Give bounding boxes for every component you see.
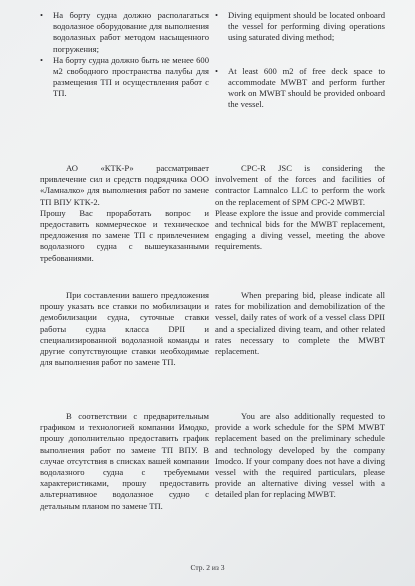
en-paragraph: Please explore the issue and provide commercial and technical bids for the MWBT replacement, engaging a diving vessel, meeting the above requirements. — [215, 207, 385, 252]
ru-paragraph-block — [40, 163, 209, 264]
en-paragraph: When preparing bid, please indicate all rates for mobilization and demobilization of the vessel, daily rates of work of a vessel class DPII and a specialized diving team, and other related rates necessary to complete the MWBT replacement. — [215, 290, 385, 357]
ru-bullet-item — [40, 10, 209, 55]
ru-paragraph-block — [40, 411, 209, 512]
ru-paragraph: При составлении вашего предложения прошу указать все ставки по мобилизации и демобилизации судна, суточные ставки работы судна класса DPII и специализированной водолазной команды и другие сопутствующие ставки необходимые для выполнения работ по замене ТП. — [40, 290, 209, 368]
bullet-icon: • — [215, 10, 219, 20]
bullet-icon: • — [215, 65, 219, 76]
ru-bullet-list — [40, 10, 209, 100]
en-paragraph-block — [215, 290, 385, 357]
bullet-icon: • — [40, 54, 44, 65]
ru-paragraph: В соответствии с предварительным графиком и технологией компании Имодко, прошу дополнительно предоставить график выполнения работ по замене ТП ВПУ. В случае отсутствия в списках вашей компании водолазного судна с требуемыми характеристиками, прошу предоставить альтернативное водолазное судно с детальным планом по замене ТП. — [40, 411, 209, 511]
en-paragraph-block — [215, 411, 385, 501]
ru-bullet-item — [40, 55, 209, 100]
en-bullet-item — [215, 66, 385, 111]
en-bullet-list — [215, 10, 385, 110]
bullet-icon: • — [40, 10, 44, 20]
ru-paragraph: Прошу Вас проработать вопрос и предоставить коммерческое и техническое предложения по замене ТП с привлечением водолазного судна с вышеуказанными требованиями. — [40, 207, 209, 263]
ru-bullet-text: На борту судна должно располагаться водолазное оборудование для выполнения водолазных работ методом насыщенного погружения; — [53, 10, 209, 54]
page-number: Стр. 2 из 3 — [190, 563, 225, 572]
ru-paragraph: АО «КТК-Р» рассматривает привлечение сил и средств подрядчика ООО «Ламналко» для выполнения работ по замене ТП ВПУ КТК-2. — [40, 163, 209, 207]
en-bullet-text: At least 600 m2 of free deck space to accommodate MWBT and perform further work on MWBT should be provided onboard the vessel. — [228, 65, 385, 110]
ru-paragraph-block — [40, 290, 209, 368]
en-bullet-text: Diving equipment should be located onboard the vessel for performing diving operations using saturated diving method; — [228, 10, 385, 43]
en-paragraph-block — [215, 163, 385, 253]
ru-bullet-text: На борту судна должно быть не менее 600 м2 свободного пространства палубы для размещения ТП и осуществления работ с ТП. — [53, 54, 209, 99]
en-paragraph: You are also additionally requested to provide a work schedule for the SPM MWBT replacement based on the preliminary schedule and technology developed by the company Imodco. If your company does not have a diving vessel with the required particulars, please provide an alternative diving vessel with a detailed plan for replacing MWBT. — [215, 411, 385, 500]
en-bullet-item — [215, 10, 385, 44]
en-paragraph: CPC-R JSC is considering the involvement of the forces and facilities of contractor Lamnalco LLC to perform the work on the replacement of SPM CPC-2 MWBT. — [215, 163, 385, 207]
